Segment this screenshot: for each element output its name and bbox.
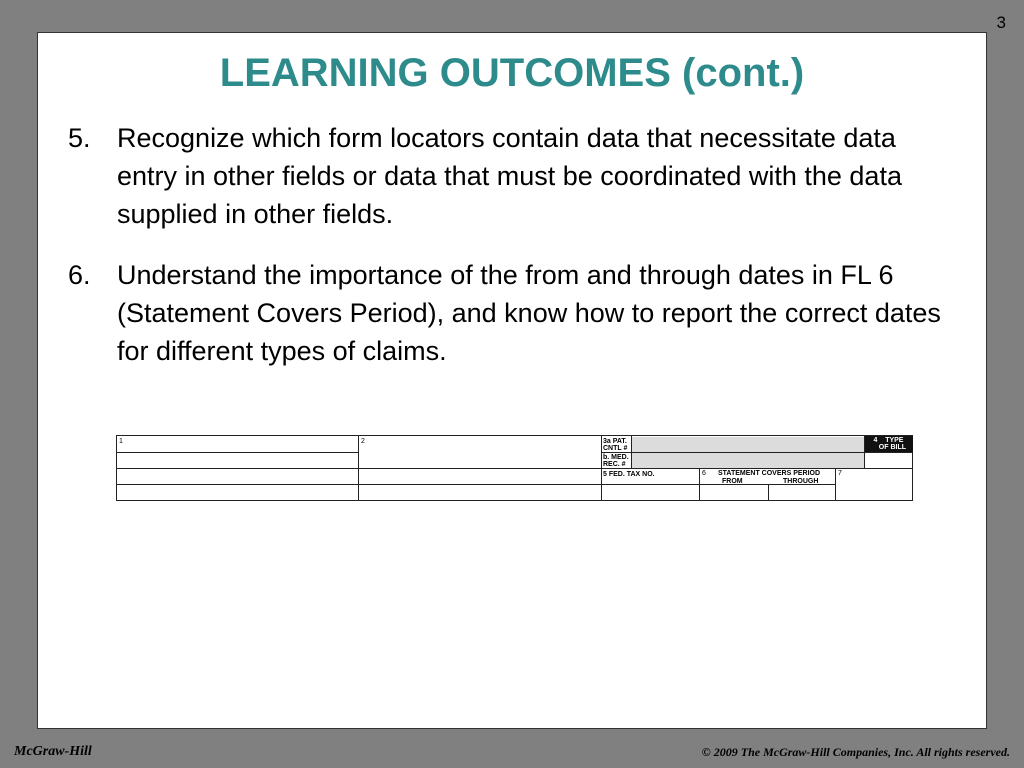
- fl3b-field: [632, 453, 864, 468]
- divider: [768, 484, 769, 500]
- fl6-through-label: THROUGH: [783, 478, 819, 485]
- slide-title: LEARNING OUTCOMES (cont.): [219, 51, 805, 95]
- fl3a-field: [632, 437, 864, 452]
- fl3b-label: b. MED. REC. #: [603, 454, 629, 468]
- fl6-title: STATEMENT COVERS PERIOD: [718, 470, 821, 477]
- divider: [835, 468, 836, 500]
- outcome-item-6: [68, 256, 948, 370]
- outcome-text: Understand the importance of the from and through dates in FL 6 (Statement Covers Period), and know how to report the correct dates for different types of claims.: [117, 260, 941, 366]
- fl6-label: 6: [702, 470, 706, 477]
- copyright-notice: © 2009 The McGraw-Hill Companies, Inc. All rights reserved.: [701, 745, 1010, 759]
- fl7-label: 7: [838, 470, 842, 477]
- divider: [601, 452, 912, 453]
- outcome-text: Recognize which form locators contain data that necessitate data entry in other fields or data that must be coordinated with the data supplied in other fields.: [117, 123, 902, 229]
- divider: [359, 484, 601, 485]
- fl4-label-box: [864, 436, 913, 452]
- outcome-number: 6.: [68, 260, 91, 290]
- outcome-number: 5.: [68, 123, 91, 153]
- divider: [117, 484, 358, 485]
- slide: [37, 32, 987, 729]
- publisher-logo: McGraw-Hill: [14, 744, 92, 759]
- ub04-form-excerpt: [116, 435, 913, 501]
- outcome-item-5: [68, 119, 948, 233]
- divider: [117, 452, 358, 453]
- fl3a-label: 3a PAT. CNTL #: [603, 438, 628, 452]
- fl5-label: 5 FED. TAX NO.: [603, 471, 655, 478]
- fl4-label: 4 TYPE OF BILL: [873, 437, 906, 451]
- fl2-label: 2: [361, 438, 365, 445]
- fl1-label: 1: [119, 438, 123, 445]
- divider: [117, 468, 912, 469]
- slide-number: 3: [996, 13, 1006, 32]
- fl6-from-label: FROM: [722, 478, 743, 485]
